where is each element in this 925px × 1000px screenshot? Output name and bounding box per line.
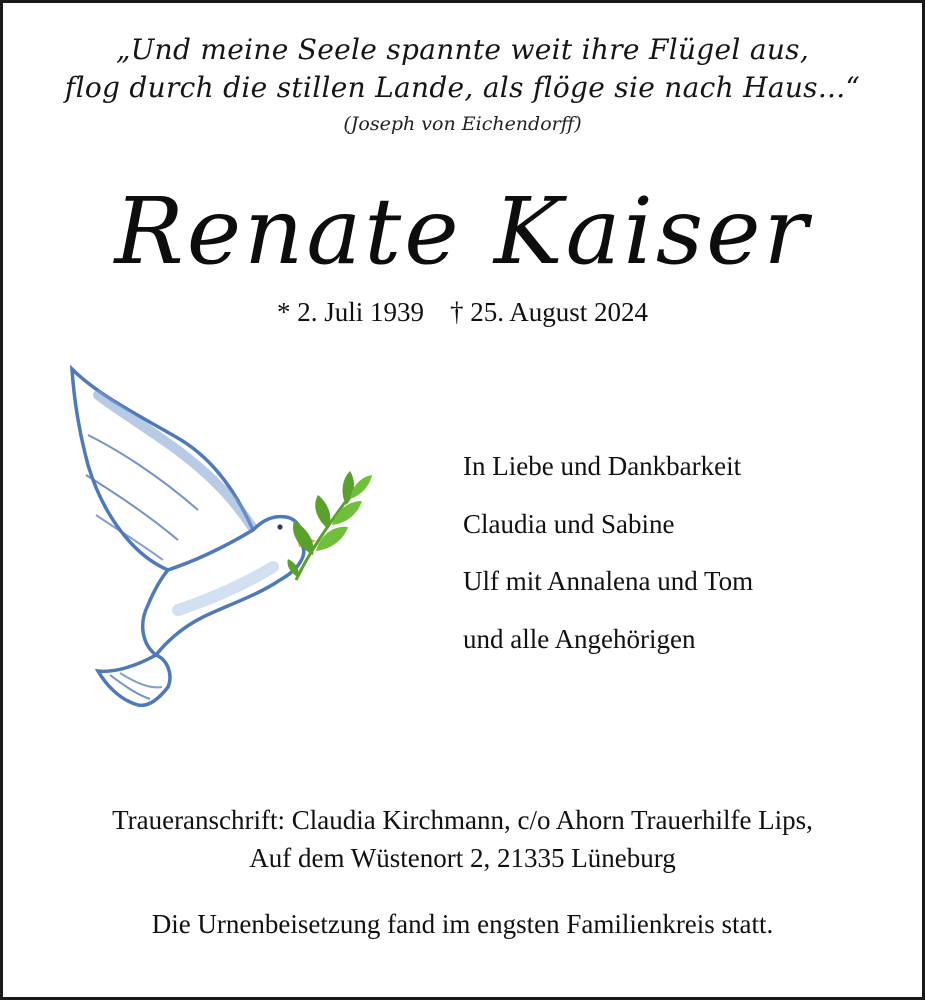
dove-with-olive-branch-icon <box>58 355 378 725</box>
death-date: † 25. August 2024 <box>449 297 649 327</box>
burial-notice: Die Urnenbeisetzung fand im engsten Familienkreis statt. <box>151 909 774 939</box>
deceased-name: Renate Kaiser <box>114 178 811 285</box>
funeral-address <box>3 801 922 877</box>
mourners-list <box>463 447 753 677</box>
olive-leaf <box>315 495 330 529</box>
quote-author: (Joseph von Eichendorff) <box>343 113 582 135</box>
mourners-line: Claudia und Sabine <box>463 508 675 539</box>
address-line-2: Auf dem Wüstenort 2, 21335 Lüneburg <box>249 843 676 873</box>
mourners-line: In Liebe und Dankbarkeit <box>463 451 742 481</box>
quote-line-2: flog durch die stillen Lande, als flöge sie nach Haus...“ <box>64 71 861 104</box>
quote-line-1: „Und meine Seele spannte weit ihre Flügel aus, <box>115 33 810 66</box>
mourners-line: Ulf mit Annalena und Tom <box>463 566 754 596</box>
address-line-1: Traueranschrift: Claudia Kirchmann, c/o Ahorn Trauerhilfe Lips, <box>112 805 813 835</box>
life-dates <box>3 297 922 328</box>
mourners-line: und alle Angehörigen <box>463 623 696 654</box>
olive-leaf <box>343 471 355 505</box>
dove-eye <box>277 524 282 529</box>
birth-date: * 2. Juli 1939 <box>276 297 424 327</box>
